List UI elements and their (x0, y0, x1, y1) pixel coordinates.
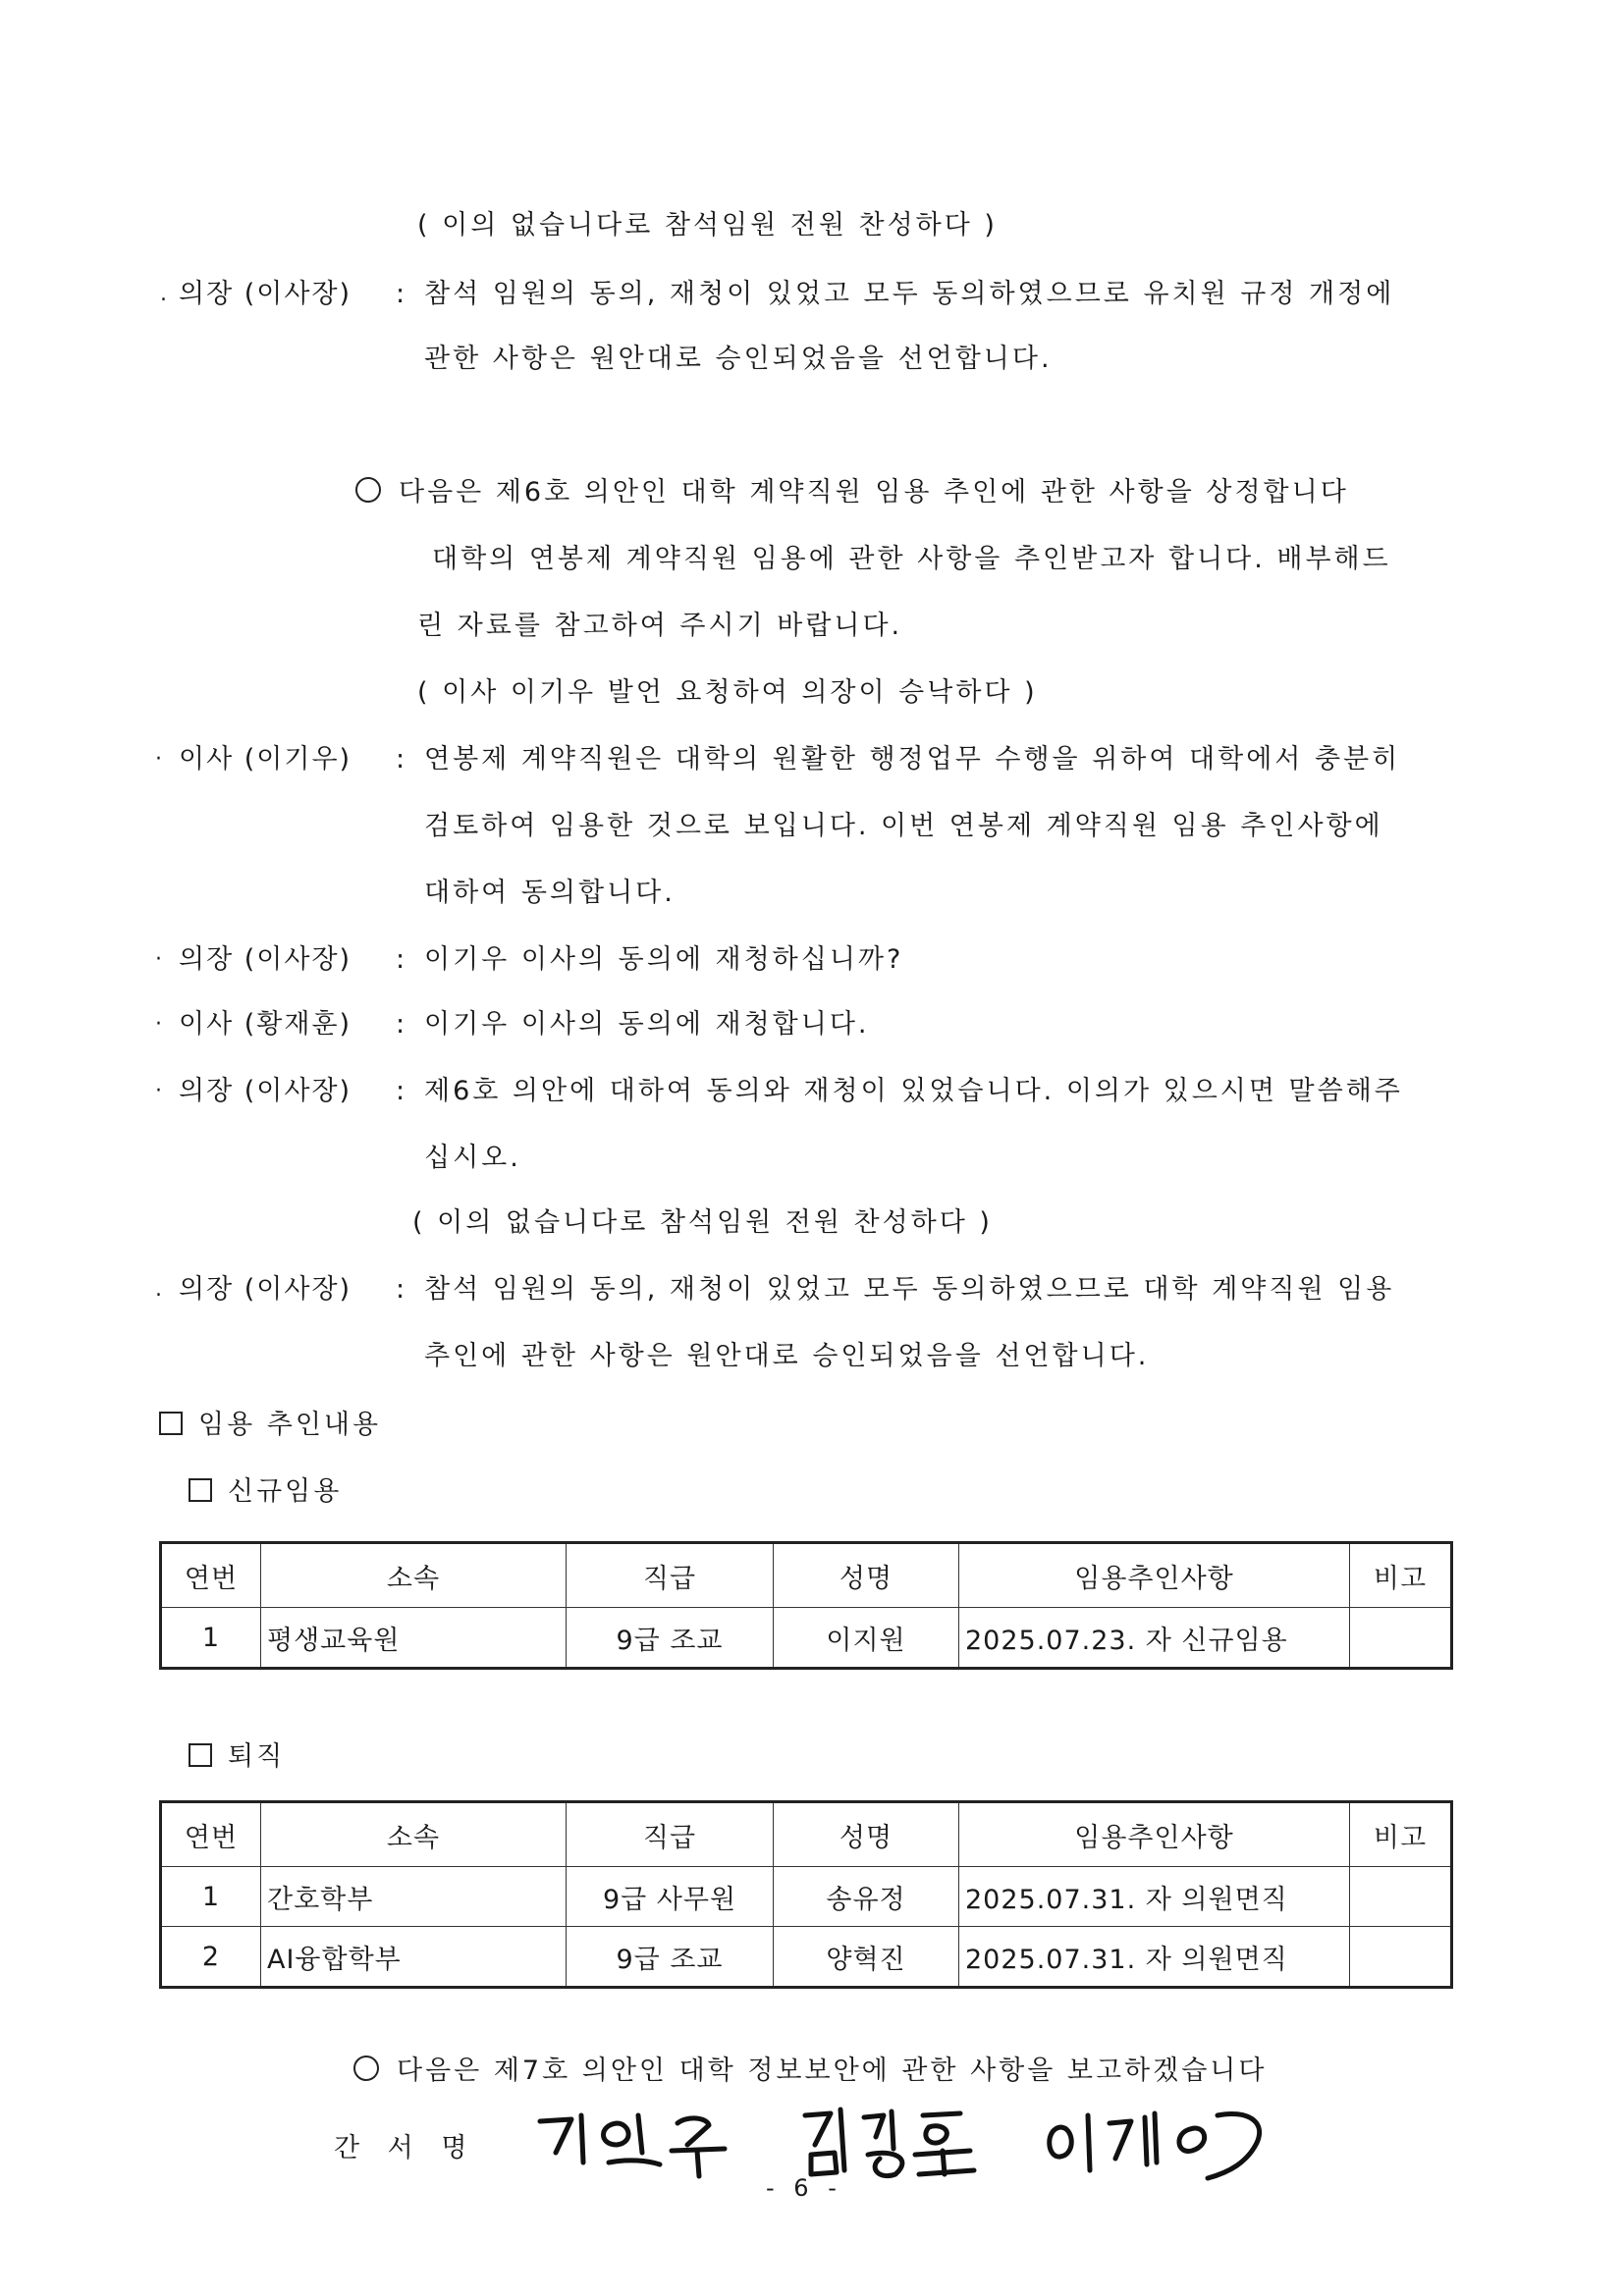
agenda-7-heading (353, 2052, 1267, 2091)
cell-name: 이지원 (774, 1608, 959, 1669)
col-header-grade: 직급 (567, 1543, 774, 1608)
checkbox-square-icon (159, 1412, 183, 1435)
speaker-label: 이사 (이기우) (179, 744, 352, 774)
cell-no: 1 (161, 1608, 261, 1669)
cell-detail: 2025.07.31. 자 의원면직 (959, 1867, 1350, 1927)
colon: : (396, 1076, 406, 1106)
table-row (161, 1927, 1452, 1988)
bullet-mark: · (155, 747, 162, 772)
speech-text: 참석 임원의 동의, 재청이 있었고 모두 동의하였으므로 유치원 규정 개정에 (424, 279, 1395, 309)
dissent-note: ( 이의 없습니다로 참석임원 전원 찬성하다 ) (417, 210, 998, 240)
col-header-note: 비고 (1350, 1802, 1452, 1867)
cell-dept: AI융합학부 (261, 1927, 567, 1988)
speech-text: 관한 사항은 원안대로 승인되었음을 선언합니다. (424, 344, 1053, 374)
cell-dept: 평생교육원 (261, 1608, 567, 1669)
colon: : (396, 1274, 406, 1305)
speech-text: 참석 임원의 동의, 재청이 있었고 모두 동의하였으므로 대학 계약직원 임용 (424, 1274, 1395, 1305)
checkbox-square-icon (189, 1743, 212, 1767)
table-row (161, 1608, 1452, 1669)
speaker-label: 의장 (이사장) (179, 279, 352, 309)
cell-note (1350, 1927, 1452, 1988)
bullet-mark: · (155, 1012, 162, 1037)
subsection-heading (189, 1472, 342, 1512)
speech-text: 제6호 의안에 대하여 동의와 재청이 있었습니다. 이의가 있으시면 말씀해주 (424, 1076, 1403, 1106)
signature-1 (540, 2115, 725, 2176)
speech-text: 추인에 관한 사항은 원안대로 승인되었음을 선언합니다. (424, 1341, 1150, 1371)
signature-3 (1050, 2113, 1260, 2178)
cell-no: 2 (161, 1927, 261, 1988)
subsection-heading (189, 1737, 285, 1777)
colon: : (396, 1009, 406, 1040)
cell-detail: 2025.07.31. 자 의원면직 (959, 1927, 1350, 1988)
agenda-6-title: 다음은 제6호 의안인 대학 계약직원 임용 추인에 관한 사항을 상정합니다 (399, 477, 1349, 507)
speech-text: 연봉제 계약직원은 대학의 원활한 행정업무 수행을 위하여 대학에서 충분히 (424, 744, 1401, 774)
section-heading (159, 1406, 381, 1445)
speech-note: ( 이사 이기우 발언 요청하여 의장이 승낙하다 ) (417, 677, 1038, 708)
agenda-7-title: 다음은 제7호 의안인 대학 정보보안에 관한 사항을 보고하겠습니다 (397, 2056, 1268, 2086)
section-title: 임용 추인내용 (198, 1410, 382, 1440)
col-header-name: 성명 (774, 1802, 959, 1867)
col-header-detail: 임용추인사항 (959, 1543, 1350, 1608)
signature-2 (805, 2109, 974, 2176)
speech-text: 십시오. (424, 1143, 521, 1173)
bullet-mark: · (155, 947, 162, 972)
col-header-grade: 직급 (567, 1802, 774, 1867)
cell-grade: 9급 사무원 (567, 1867, 774, 1927)
cell-grade: 9급 조교 (567, 1927, 774, 1988)
handwritten-signatures (491, 2094, 1360, 2182)
agenda-6-heading (355, 473, 1349, 512)
cell-dept: 간호학부 (261, 1867, 567, 1927)
bullet-mark: · (155, 1079, 162, 1103)
cell-name: 송유정 (774, 1867, 959, 1927)
new-hire-table (159, 1541, 1453, 1670)
speech-text: 이기우 이사의 동의에 재청하십니까? (424, 944, 904, 975)
colon: : (396, 944, 406, 975)
circle-bullet-icon (355, 477, 381, 503)
col-header-note: 비고 (1350, 1543, 1452, 1608)
subsection-title: 퇴직 (228, 1741, 286, 1772)
speech-text: 이기우 이사의 동의에 재청합니다. (424, 1009, 870, 1040)
col-header-name: 성명 (774, 1543, 959, 1608)
colon: : (396, 744, 406, 774)
bullet-mark: . (160, 282, 167, 306)
agenda-text: 대학의 연봉제 계약직원 임용에 관한 사항을 추인받고자 합니다. 배부해드 (432, 544, 1391, 574)
col-header-no: 연번 (161, 1543, 261, 1608)
dissent-note: ( 이의 없습니다로 참석임원 전원 찬성하다 ) (412, 1207, 993, 1238)
col-header-dept: 소속 (261, 1543, 567, 1608)
speaker-label: 의장 (이사장) (179, 1076, 352, 1106)
table-row (161, 1867, 1452, 1927)
page-number: - 6 - (766, 2174, 842, 2202)
subsection-title: 신규임용 (228, 1476, 343, 1507)
speaker-label: 이사 (황재훈) (179, 1009, 352, 1040)
checkbox-square-icon (189, 1478, 212, 1502)
speech-text: 검토하여 임용한 것으로 보입니다. 이번 연봉제 계약직원 임용 추인사항에 (424, 811, 1383, 841)
cell-no: 1 (161, 1867, 261, 1927)
cell-note (1350, 1867, 1452, 1927)
cell-detail: 2025.07.23. 자 신규임용 (959, 1608, 1350, 1669)
sign-label: 간 서 명 (334, 2133, 477, 2163)
table-header-row (161, 1543, 1452, 1608)
bullet-mark: . (155, 1277, 162, 1302)
speech-text: 대하여 동의합니다. (424, 878, 676, 908)
cell-note (1350, 1608, 1452, 1669)
col-header-dept: 소속 (261, 1802, 567, 1867)
cell-name: 양혁진 (774, 1927, 959, 1988)
speaker-label: 의장 (이사장) (179, 1274, 352, 1305)
circle-bullet-icon (353, 2056, 379, 2081)
speaker-label: 의장 (이사장) (179, 944, 352, 975)
colon: : (396, 279, 406, 309)
cell-grade: 9급 조교 (567, 1608, 774, 1669)
col-header-no: 연번 (161, 1802, 261, 1867)
col-header-detail: 임용추인사항 (959, 1802, 1350, 1867)
retirement-table (159, 1800, 1453, 1989)
agenda-text: 린 자료를 참고하여 주시기 바랍니다. (417, 611, 903, 641)
table-header-row (161, 1802, 1452, 1867)
